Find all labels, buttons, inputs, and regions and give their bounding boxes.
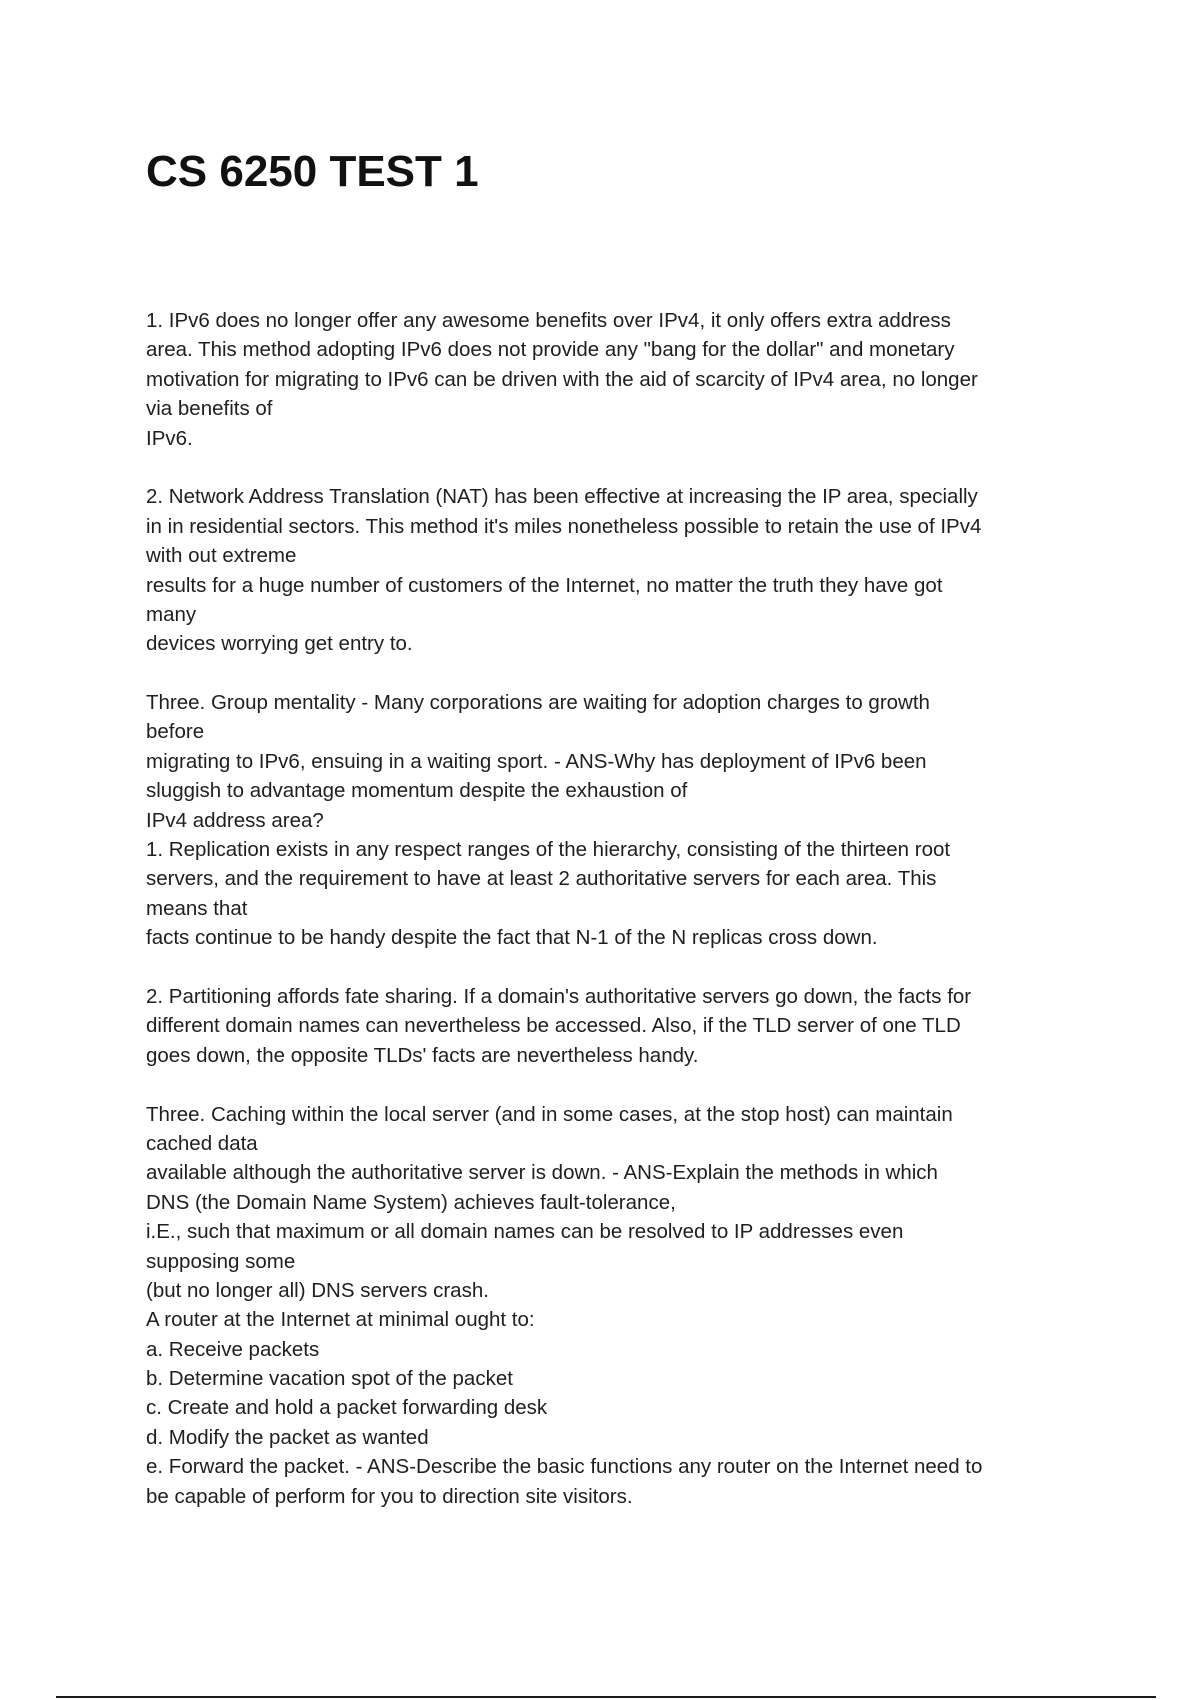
text-line: IPv6. xyxy=(146,426,193,450)
paragraph-gap xyxy=(146,953,1066,982)
text-line: goes down, the opposite TLDs' facts are nevertheless handy. xyxy=(146,1043,699,1067)
text-line: in in residential sectors. This method it's miles nonetheless possible to retain the use of IPv4 xyxy=(146,514,982,538)
text-line: motivation for migrating to IPv6 can be driven with the aid of scarcity of IPv4 area, no longer xyxy=(146,367,978,391)
text-line: devices worrying get entry to. xyxy=(146,632,413,656)
text-line: before xyxy=(146,720,205,744)
text-line: 1. IPv6 does no longer offer any awesome benefits over IPv4, it only offers extra address xyxy=(146,309,951,332)
text-line: via benefits of xyxy=(146,397,273,421)
bottom-divider xyxy=(56,1696,1156,1698)
text-line: area. This method adopting IPv6 does not provide any "bang for the dollar" and monetary xyxy=(146,338,955,362)
text-line: Three. Caching within the local server (and in some cases, at the stop host) can maintain xyxy=(146,1102,953,1126)
page-title: CS 6250 TEST 1 xyxy=(146,147,479,196)
text-line: 2. Network Address Translation (NAT) has been effective at increasing the IP area, specially xyxy=(146,485,978,509)
list-item: d. Modify the packet as wanted xyxy=(146,1425,429,1449)
text-line: cached data xyxy=(146,1131,258,1155)
paragraph-group-mentality xyxy=(146,688,1066,953)
text-line: 2. Partitioning affords fate sharing. If a domain's authoritative servers go down, the facts for xyxy=(146,984,972,1008)
paragraph-caching-and-router xyxy=(146,1100,1066,1511)
text-line: i.E., such that maximum or all domain names can be resolved to IP addresses even xyxy=(146,1220,904,1244)
list-item: e. Forward the packet. - ANS-Describe the basic functions any router on the Internet need to xyxy=(146,1455,983,1479)
list-item: a. Receive packets xyxy=(146,1337,320,1361)
text-line: Three. Group mentality - Many corporations are waiting for adoption charges to growth xyxy=(146,691,930,715)
text-line: DNS (the Domain Name System) achieves fault-tolerance, xyxy=(146,1190,676,1214)
text-line: 1. Replication exists in any respect ranges of the hierarchy, consisting of the thirteen root xyxy=(146,838,951,862)
text-line: supposing some xyxy=(146,1249,296,1273)
text-line: available although the authoritative server is down. - ANS-Explain the methods in which xyxy=(146,1161,938,1185)
paragraph-gap xyxy=(146,1070,1066,1099)
text-line: sluggish to advantage momentum despite the exhaustion of xyxy=(146,779,688,803)
list-item: c. Create and hold a packet forwarding desk xyxy=(146,1396,548,1420)
text-line: means that xyxy=(146,896,248,920)
text-line: servers, and the requirement to have at least 2 authoritative servers for each area. This xyxy=(146,867,937,891)
document-body xyxy=(146,306,1066,1511)
text-line: IPv4 address area? xyxy=(146,808,324,832)
text-line: facts continue to be handy despite the fact that N-1 of the N replicas cross down. xyxy=(146,926,878,950)
text-line: different domain names can nevertheless be accessed. Also, if the TLD server of one TLD xyxy=(146,1014,961,1038)
list-item: b. Determine vacation spot of the packet xyxy=(146,1367,513,1391)
text-line: with out extreme xyxy=(146,544,297,568)
paragraph-ipv6-benefits xyxy=(146,306,1066,453)
text-line: (but no longer all) DNS servers crash. xyxy=(146,1278,489,1302)
paragraph-gap xyxy=(146,453,1066,482)
paragraph-nat xyxy=(146,482,1066,658)
text-line: migrating to IPv6, ensuing in a waiting sport. - ANS-Why has deployment of IPv6 been xyxy=(146,749,927,773)
paragraph-gap xyxy=(146,659,1066,688)
text-line: A router at the Internet at minimal ought to: xyxy=(146,1308,535,1332)
paragraph-partitioning xyxy=(146,982,1066,1070)
text-line: many xyxy=(146,602,197,626)
text-line: be capable of perform for you to direction site visitors. xyxy=(146,1484,633,1508)
text-line: results for a huge number of customers of the Internet, no matter the truth they have got xyxy=(146,573,943,597)
